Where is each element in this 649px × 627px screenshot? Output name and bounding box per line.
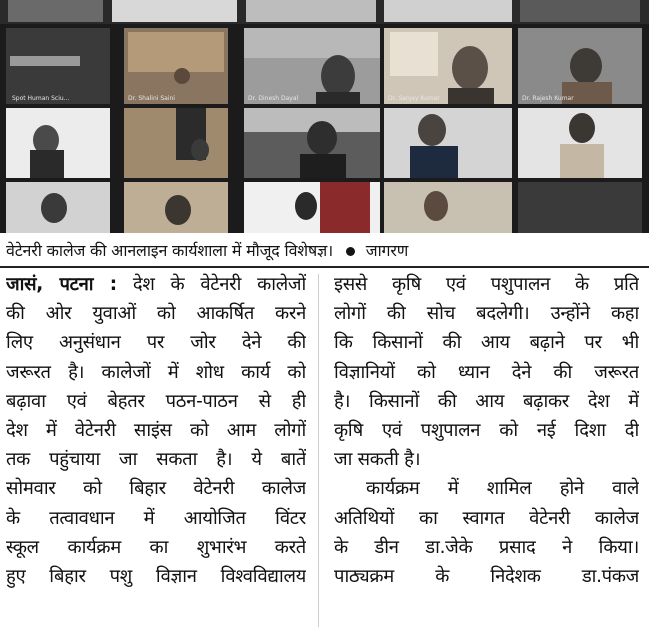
video-tile xyxy=(6,108,110,178)
caption-rule xyxy=(0,266,649,268)
article-line: के तत्वावधान में आयोजित विंटर xyxy=(6,507,306,529)
article-line: स्कूल कार्यक्रम का शुभारंभ करते xyxy=(6,536,306,558)
video-tile xyxy=(6,28,110,104)
article-column-left xyxy=(6,270,306,627)
article-line: अतिथियों का स्वागत वेटेनरी कालेज xyxy=(334,507,639,529)
article-line: के डीन डा.जेके प्रसाद ने किया। xyxy=(334,536,639,558)
video-tile xyxy=(384,182,512,233)
video-tile xyxy=(6,182,110,233)
column-divider xyxy=(318,274,319,627)
article-line: तक पहुंचाया जा सकता है। ये बातें xyxy=(6,449,306,471)
caption-bullet xyxy=(346,247,355,256)
article-line: कार्यक्रम में शामिल होने वाले xyxy=(366,478,639,500)
video-tile xyxy=(384,108,512,178)
tile-label: Dr. Dinesh Dayal xyxy=(248,95,299,102)
video-tile xyxy=(384,28,512,104)
tile-label: Spot Human Sciu... xyxy=(12,95,70,102)
article-line: जा सकती है। xyxy=(334,449,421,471)
article-line: कृषि एवं पशुपालन को नई दिशा दी xyxy=(334,420,639,442)
article-line: जरूरत है। कालेजों में शोध कार्य को xyxy=(6,361,306,383)
tile-label: Dr. Sanjay Kumar xyxy=(388,95,440,102)
article-line: विज्ञानियों को ध्यान देने की जरूरत xyxy=(334,361,639,383)
video-tile xyxy=(244,182,380,233)
article-line: लिए अनुसंधान पर जोर देने की xyxy=(6,332,306,354)
video-tile xyxy=(244,28,380,104)
video-conference-photo xyxy=(0,0,649,233)
dateline: जासं, पटना : xyxy=(6,274,117,295)
article-line: बढ़ावा एवं बेहतर पठन-पाठन से ही xyxy=(6,390,306,412)
article-line: पाठ्यक्रम के निदेशक डा.पंकज xyxy=(334,566,639,588)
tile-label: Dr. Rajesh Kumar xyxy=(522,95,574,102)
video-tile xyxy=(518,28,642,104)
participant-grid xyxy=(0,0,649,233)
caption-text: वेटेनरी कालेज की आनलाइन कार्यशाला में मौजूद विशेषज्ञ। xyxy=(6,241,333,260)
video-tile xyxy=(518,108,642,178)
article-line: हुए बिहार पशु विज्ञान विश्वविद्यालय xyxy=(6,566,306,588)
video-tile xyxy=(124,182,228,233)
video-tile xyxy=(124,28,228,104)
article-line: है। किसानों की आय बढ़ाकर देश में xyxy=(334,390,639,412)
article-line: लोगों की सोच बदलेगी। उन्होंने कहा xyxy=(334,303,639,325)
tile-label: Dr. Shalini Saini xyxy=(128,95,175,102)
article-line: सोमवार को बिहार वेटेनरी कालेज xyxy=(6,478,306,500)
article-line: इससे कृषि एवं पशुपालन के प्रति xyxy=(334,274,639,295)
photo-caption xyxy=(6,237,646,265)
article-line: कि किसानों की आय बढ़ाने पर भी xyxy=(334,332,639,354)
article-column-right xyxy=(334,270,639,627)
photo-credit: जागरण xyxy=(365,241,409,260)
article-line: की ओर युवाओं को आकर्षित करने xyxy=(6,303,306,325)
video-tile xyxy=(124,108,228,178)
article-line: देश में वेटेनरी साइंस को आम लोगों xyxy=(6,420,306,442)
article-line: जासं, पटना : देश के वेटेनरी कालेजों xyxy=(6,274,306,295)
video-tile xyxy=(518,182,642,233)
video-tile xyxy=(244,108,380,178)
